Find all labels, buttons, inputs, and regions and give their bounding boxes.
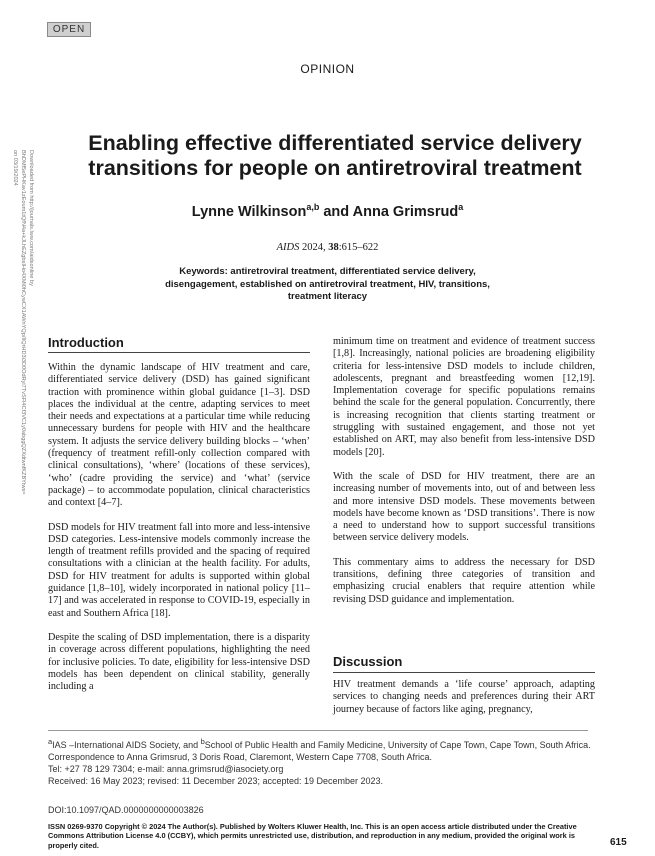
body-paragraph: Within the dynamic landscape of HIV treatment and care, differentiated service delivery (DSD) has gained significant traction with prominence within global guidance [1–3]. DSD places the individual at the centre, adapting services to meet their needs and expectations at a particular time while reducing unnecessary burdens for people with HIV and the healthcare system. It adjusts the service delivery building blocks – ‘when’ (frequency of treatment refill-only collection compared with clinical consultations), ‘where’ (locations of these services), ‘who’ (cadre providing the service) and ‘what’ (service package) – to accommodate population, clinical characteristics and context [4–7]. <box>48 362 310 509</box>
section-divider <box>48 352 310 353</box>
affiliation-marker: a <box>48 737 53 746</box>
section-type-label: OPINION <box>300 62 355 76</box>
affiliation-a: IAS –International AIDS Society, and <box>52 740 201 750</box>
body-paragraph: With the scale of DSD for HIV treatment, there are an increasing number of movements into, out of and between less and more intensive DSD models. These movements between models have become known as ‘DSD transitions’. There is now a need to understand how to support successful transitions between service delivery models. <box>333 470 595 544</box>
citation-pages: :615–622 <box>338 242 379 253</box>
contact-info: Tel: +27 78 129 7304; e-mail: anna.grimsrud@iasociety.org <box>48 764 284 774</box>
body-paragraph: This commentary aims to address the necessary for DSD transitions, defining three categories of transition and emphasizing crucial enablers that require attention while revising DSD guidance and implementation. <box>333 556 595 605</box>
affiliation-marker: b <box>200 737 205 746</box>
author-conjunction: and <box>319 203 353 220</box>
article-dates: Received: 16 May 2023; revised: 11 December 2023; accepted: 19 December 2023. <box>48 776 384 786</box>
body-paragraph: Despite the scaling of DSD implementation, there is a disparity in coverage across different populations, highlighting the need for inclusive policies. To date, eligibility for less-intensive DSD models has been dependent on clinical stability, generally including a <box>48 631 310 693</box>
journal-citation <box>0 242 655 253</box>
keywords: Keywords: antiretroviral treatment, differentiated service delivery, disengagement, established on antiretroviral treatment, HIV, transitions, treatment literacy <box>165 266 490 302</box>
citation-volume: 38 <box>328 242 339 253</box>
affiliation-marker: a,b <box>306 202 320 212</box>
article-title: Enabling effective differentiated service delivery transitions for people on antiretroviral treatment <box>88 131 582 180</box>
correspondence: Correspondence to Anna Grimsrud, 3 Doris Road, Claremont, Western Cape 7708, South Africa. <box>48 752 433 762</box>
footnote-divider <box>48 730 588 731</box>
author-name: Anna Grimsrud <box>352 203 459 220</box>
page-number: 615 <box>610 837 627 848</box>
download-watermark: Downloaded from http://journals.lww.com/aidsonline by BhDMf5ePHKav1zEoum1tQfN4a+kJLhEZgbsIHo4XMi0hCywCX1AWnYQp/IlQrHD3i3D0OdRyi7TvSFl4Cf3VC1y0abggQZXdtwnfKZBYtws= on 03/19/2024 <box>12 150 34 495</box>
license-statement: ISSN 0269-9370 Copyright © 2024 The Author(s). Published by Wolters Kluwer Health, Inc. This is an open access article distributed under the Creative Commons Attribution License 4.0 (CCBY), which permits unrestricted use, distribution, and reproduction in any medium, provided the original work is properly cited. <box>48 822 577 850</box>
section-heading-discussion: Discussion <box>333 654 403 669</box>
left-column <box>48 362 310 705</box>
body-paragraph: HIV treatment demands a ‘life course’ approach, adapting services to changing needs and preferences during their ART journey because of factors like aging, pregnancy, <box>333 679 595 715</box>
affiliation-marker: a <box>458 202 464 212</box>
footnotes <box>48 736 593 787</box>
author-name: Lynne Wilkinson <box>191 203 307 220</box>
section-divider <box>333 672 595 673</box>
affiliations <box>48 736 593 751</box>
citation-year: 2024, <box>299 242 329 253</box>
open-access-badge: OPEN <box>47 22 91 37</box>
author-list <box>0 202 655 220</box>
journal-name: AIDS <box>276 242 300 253</box>
right-column <box>333 336 595 618</box>
body-paragraph: DSD models for HIV treatment fall into more and less-intensive DSD categories. Less-intensive models commonly increase the length of treatment refills provided and the spacing of required consultations with a clinician at the health facility. For adults, DSD for HIV treatment for adults is supported within global guidance [1,8–10], widely incorporated in national policy [11–17] and was accelerated in response to COVID-19, especially in east and Southern Africa [18]. <box>48 521 310 619</box>
doi[interactable]: DOI:10.1097/QAD.0000000000003826 <box>48 805 204 815</box>
body-paragraph: minimum time on treatment and evidence of treatment success [1,8]. Increasingly, national policies are broadening eligibility criteria for less-intensive DSD models to include children, adolescents, pregnant and breastfeeding women [12,19]. Implementation coverage for specific populations remains behind the scale for the general population. Concurrently, there is increasing recognition that clients starting treatment or struggling with sustained engagement, and those not yet established on ART, may also benefit from less-intensive DSD models [20]. <box>333 336 595 458</box>
affiliation-b: School of Public Health and Family Medicine, University of Cape Town, Cape Town, South Africa. <box>204 740 591 750</box>
section-heading-introduction: Introduction <box>48 335 124 350</box>
